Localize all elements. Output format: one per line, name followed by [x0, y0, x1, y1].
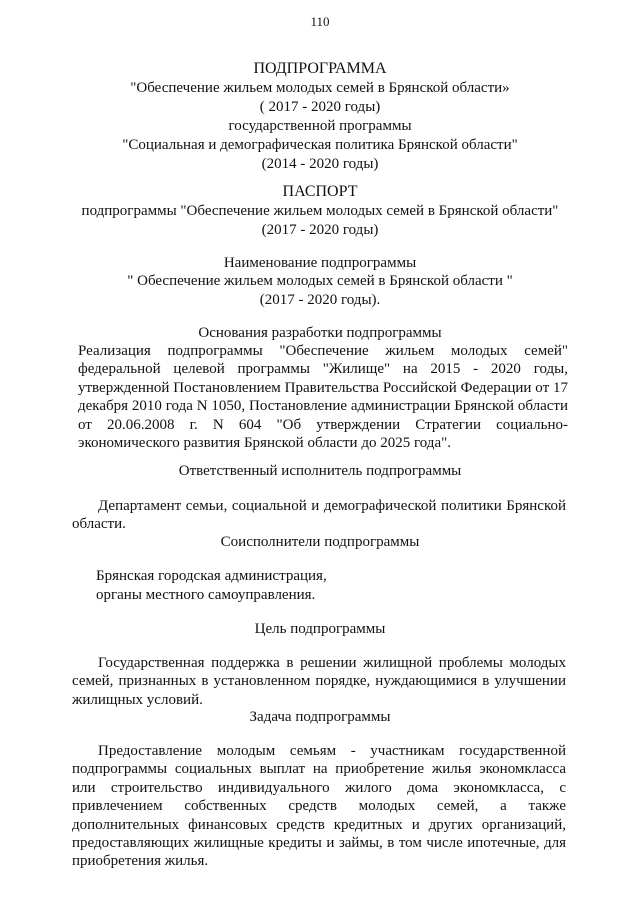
name-line: " Обеспечение жильем молодых семей в Брянской области "	[127, 273, 513, 289]
task-text: Предоставление молодым семьям - участникам государственной подпрограммы социальных выплат на приобретение жилья экономкласса или строительство индивидуального жилого дома экономкласса, с привлечением собственных средств молодых семей, а также дополнительных финансовых средств кредитных и других организаций, предоставляющих жилищные кредиты и займы, в том числе ипотечные, для приобретения жилья.	[72, 743, 566, 870]
coexecutors-heading: Соисполнители подпрограммы	[220, 534, 420, 550]
goal-text: Государственная поддержка в решении жилищной проблемы молодых семей, признанных в установленном порядке, нуждающимися в улучшении жилищных условий.	[72, 655, 566, 708]
passport-subtitle: подпрограммы "Обеспечение жильем молодых семей в Брянской области"	[81, 203, 559, 219]
state-program-name: "Социальная и демографическая политика Брянской области"	[122, 137, 518, 153]
coexecutor-item: Брянская городская администрация,	[96, 568, 327, 584]
subprogram-years: ( 2017 - 2020 годы)	[259, 99, 381, 115]
subprogram-title: ПОДПРОГРАММА	[253, 60, 387, 77]
name-years: (2017 - 2020 годы).	[259, 292, 381, 308]
name-heading: Наименование подпрограммы	[223, 255, 417, 271]
passport-years: (2017 - 2020 годы)	[261, 222, 379, 238]
basis-paragraph	[78, 342, 568, 452]
coexecutor-item: органы местного самоуправления.	[96, 587, 316, 603]
responsible-paragraph	[72, 497, 566, 534]
coexecutors-list	[96, 567, 327, 605]
responsible-heading: Ответственный исполнитель подпрограммы	[178, 463, 462, 479]
page-number: 110	[310, 14, 330, 29]
basis-text: Реализация подпрограммы "Обеспечение жильем молодых семей" федеральной целевой программы "Жилище" на 2015 - 2020 годы, утвержденной Постановлением Правительства Российской Федерации от 17 декабря 2010 года N 1050, Постановление администрации Брянской области от 20.06.2008 г. N 604 "Об утверждении Стратегии социально-экономического развития Брянской области до 2025 года".	[78, 343, 568, 452]
task-paragraph	[72, 742, 566, 871]
goal-heading: Цель подпрограммы	[254, 621, 386, 637]
subprogram-name: "Обеспечение жильем молодых семей в Брянской области»	[130, 80, 510, 96]
basis-heading: Основания разработки подпрограммы	[198, 325, 442, 341]
state-program-years: (2014 - 2020 годы)	[261, 156, 379, 172]
goal-paragraph	[72, 654, 566, 709]
task-heading: Задача подпрограммы	[249, 709, 391, 725]
responsible-text: Департамент семьи, социальной и демографической политики Брянской области.	[72, 498, 566, 533]
passport-title: ПАСПОРТ	[282, 183, 358, 200]
state-program-label: государственной программы	[228, 118, 412, 134]
